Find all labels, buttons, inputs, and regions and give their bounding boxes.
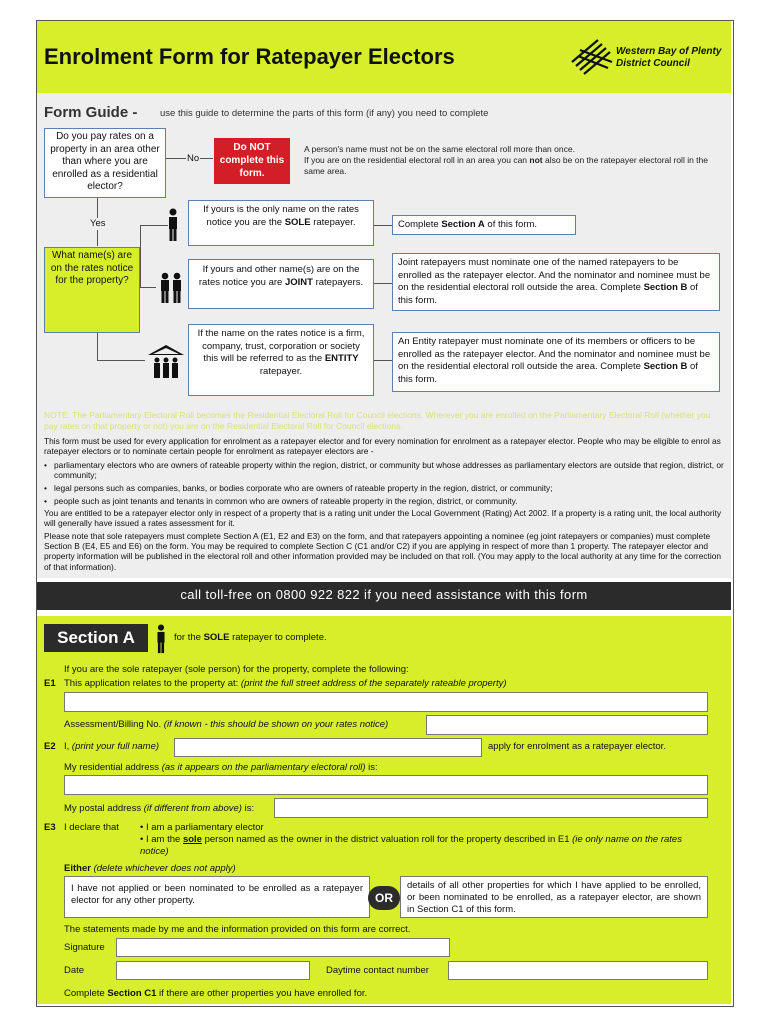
guide-bullet-1: • parliamentary electors who are owners of rateable property within the region, district, or community but whose addresses as parliamentary electors are outside that region, district, or community; — [44, 460, 724, 481]
form-guide-title: Form Guide - — [44, 104, 138, 121]
option-other-properties-box[interactable]: details of all other properties for which I have applied to be enrolled, or been nominated to be enrolled, as a ratepayer elector, are shown in Section C1 of this form. — [400, 876, 708, 918]
declare-text: I declare that — [64, 822, 119, 833]
complete-c1-text: Complete Section C1 if there are other properties you have enrolled for. — [64, 988, 368, 999]
full-name-field[interactable] — [174, 738, 482, 757]
no-label: No — [187, 153, 200, 164]
do-not-note: A person's name must not be on the same electoral roll more than once. If you are on the residential electoral roll in an area you can not also be on the ratepayer electoral roll in the same area. — [304, 144, 708, 176]
flow-line — [97, 360, 145, 361]
section-a-for-text: for the SOLE ratepayer to complete. — [174, 632, 327, 643]
question-rates-box: Do you pay rates on a property in an area other than where you are enrolled as a residential elector? — [44, 128, 166, 198]
option-not-applied-box[interactable]: I have not applied or been nominated to be enrolled as a ratepayer elector for any other property. — [64, 876, 370, 918]
full-name-label: I, (print your full name) — [64, 741, 160, 752]
e2-label: E2 — [44, 741, 56, 752]
sole-description-box: If yours is the only name on the rates notice you are the SOLE ratepayer. — [188, 200, 374, 246]
daytime-contact-label: Daytime contact number — [326, 965, 429, 976]
signature-field[interactable] — [116, 938, 450, 957]
section-a-intro: If you are the sole ratepayer (sole person) for the property, complete the following: — [64, 664, 409, 675]
helpline-text: call toll-free on 0800 922 822 if you need assistance with this form — [180, 587, 588, 602]
e1-label: E1 — [44, 678, 56, 689]
postal-address-field[interactable] — [274, 798, 708, 818]
section-a-label: Section A — [44, 624, 148, 652]
joint-result-box: Joint ratepayers must nominate one of the named ratepayers to be enrolled as the ratepayer elector. And the nominator and nominee must be on the residential electoral roll outside the area. Complete Section B of this form. — [392, 253, 720, 311]
form-guide-subtitle: use this guide to determine the parts of this form (if any) you need to complete — [160, 108, 489, 119]
flow-line — [374, 360, 392, 361]
residential-address-label: My residential address (as it appears on the parliamentary electoral roll) is: — [64, 762, 378, 773]
flow-line — [140, 225, 141, 287]
statements-text: The statements made by me and the information provided on this form are correct. — [64, 924, 411, 935]
guide-paragraph-1: This form must be used for every application for enrolment as a ratepayer elector and for every nomination for enrolment as a ratepayer elector. People who may be eligible to enrol as ratepayer electors or to nominate certain people for enrolment as ratepayer electors are - — [44, 436, 721, 457]
guide-paragraph-3: Please note that sole ratepayers must complete Section A (E1, E2 and E3) on the form, and that ratepayers appointing a nominee (eg joint ratepayers or companies) must complete Section B (E4, E5 and E6) on the form. You may be required to complete Section C (C1 and/or C2) if you are applying in respect of more than 1 property. The ratepayer elector and property information will be published in the electoral roll and other information provided may be included on that roll. (You may apply to the local authority at any time for the correction of that information). — [44, 531, 722, 572]
apply-text: apply for enrolment as a ratepayer elector. — [488, 741, 666, 752]
signature-label: Signature — [64, 942, 105, 953]
two-persons-icon — [158, 272, 184, 304]
flow-line — [97, 332, 98, 360]
entity-result-box: An Entity ratepayer must nominate one of its members or officers to be enrolled as the ratepayer elector. And the nominator and nominee must be on the residential electoral roll outside the area. Complete Section B of this form. — [392, 332, 720, 392]
page-title: Enrolment Form for Ratepayer Electors — [44, 44, 455, 69]
question-names-box: What name(s) are on the rates notice for the property? — [44, 247, 140, 333]
guide-paragraph-2: You are entitled to be a ratepayer elector only in respect of a property that is a rating unit under the Local Government (Rating) Act 2002. If a property is a rating unit, the local authority will generally have issued a rates assessment for it. — [44, 508, 722, 529]
property-address-field[interactable] — [64, 692, 708, 712]
either-text: Either (delete whichever does not apply) — [64, 863, 236, 874]
postal-address-label: My postal address (if different from above) is: — [64, 803, 255, 814]
date-label: Date — [64, 965, 85, 976]
daytime-contact-field[interactable] — [448, 961, 708, 980]
guide-bullet-3: • people such as joint tenants and tenants in common who are owners of rateable property in the region, district, or community. — [44, 496, 518, 506]
single-person-icon — [166, 208, 180, 242]
declaration-1: • I am a parliamentary elector — [140, 822, 264, 833]
do-not-complete-box: Do NOT complete this form. — [214, 138, 290, 184]
residential-address-field[interactable] — [64, 775, 708, 795]
date-field[interactable] — [116, 961, 310, 980]
guide-bullet-2: • legal persons such as companies, banks, or bodies corporate who are owners of rateable property in the region, district, or community; — [44, 483, 553, 493]
sole-result-box: Complete Section A of this form. — [392, 215, 576, 235]
flow-line — [140, 287, 156, 288]
declaration-2: • I am the sole person named as the owner in the district valuation roll for the property described in E1 (ie only name on the rates notice) — [140, 834, 682, 857]
entity-description-box: If the name on the rates notice is a firm, company, trust, corporation or society this will be referred to as the ENTITY ratepayer. — [188, 324, 374, 396]
entity-building-icon — [148, 345, 184, 379]
note-text: NOTE: The Parliamentary Electoral Roll becomes the Residential Electoral Roll for Council elections. Wherever you are enrolled on the Parliamentary Electoral Roll (whether you pay rates on that property or not) you are on the Residential Electoral Roll for Council elections. — [44, 410, 711, 431]
e3-label: E3 — [44, 822, 56, 833]
logo-text-line2: District Council — [616, 58, 690, 69]
e1-text: This application relates to the property at: (print the full street address of the separately rateable property) — [64, 678, 507, 689]
logo-text-line1: Western Bay of Plenty — [616, 46, 722, 57]
single-person-icon — [154, 624, 168, 654]
assessment-label: Assessment/Billing No. (if known - this should be shown on your rates notice) — [64, 719, 389, 730]
yes-label: Yes — [90, 218, 106, 229]
assessment-number-field[interactable] — [426, 715, 708, 735]
flow-line — [374, 225, 392, 226]
flow-line — [374, 283, 392, 284]
flow-line — [140, 225, 168, 226]
or-badge: OR — [368, 886, 400, 910]
joint-description-box: If yours and other name(s) are on the rates notice you are JOINT ratepayers. — [188, 259, 374, 309]
